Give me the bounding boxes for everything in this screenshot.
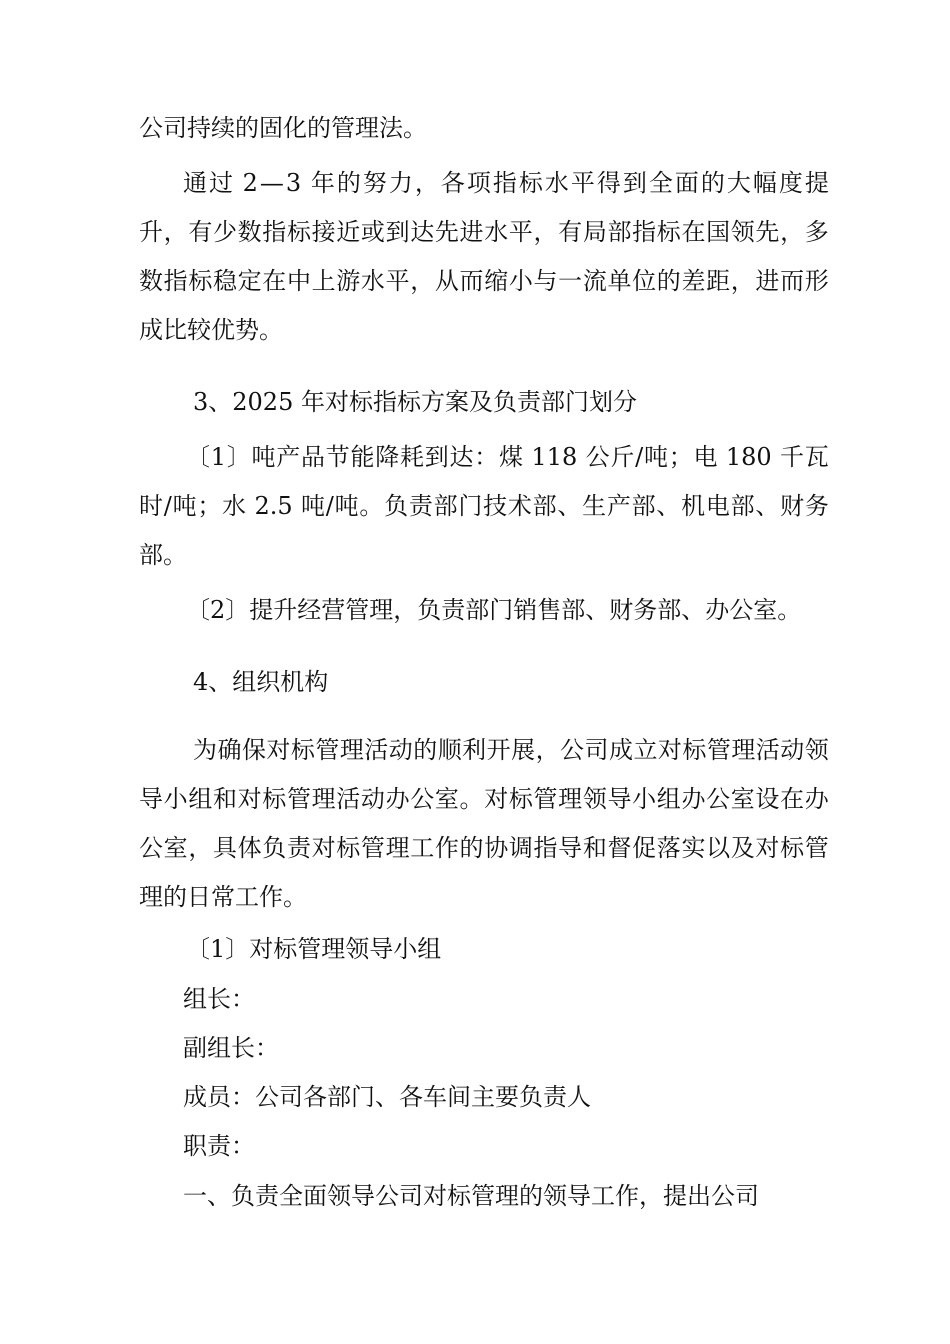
text-glyph: 产 [606,492,631,520]
text-glyph: 促 [632,834,657,862]
text-glyph: 平 [570,169,595,197]
text-glyph: ， [414,169,439,197]
text-glyph: 差 [681,267,706,295]
text-glyph: 努 [362,169,387,197]
text-glyph: 办 [804,785,829,813]
text-glyph: 展 [511,736,536,764]
text-glyph: 的 [336,169,361,197]
text-glyph: 部 [631,492,656,520]
text-glyph: 公 [410,785,435,813]
text-glyph: 到 [424,443,449,471]
text-glyph: 有 [188,218,213,246]
text-glyph: 组 [656,785,681,813]
text-glyph: 负 [384,492,409,520]
text-glyph: 指 [632,218,657,246]
text-glyph: 2 [242,169,258,197]
text-glyph: 负 [262,834,287,862]
text-glyph: 标 [508,785,533,813]
text-glyph: ； [668,443,693,471]
text-glyph: 导 [607,785,632,813]
text-glyph: 协 [484,834,509,862]
text-glyph: 公 [560,736,585,764]
text-glyph: 活 [364,736,389,764]
text-glyph: 。 [459,785,484,813]
text-glyph: 对 [266,736,291,764]
text-glyph: 先 [755,218,780,246]
text-glyph: 吨 [172,492,197,520]
text-glyph: 标 [656,218,681,246]
text-glyph: 幅 [752,169,777,197]
paragraph-org-line-3 [139,832,829,864]
text-glyph: 公 [139,834,163,862]
text-glyph: 多 [804,218,829,246]
text-glyph: 办 [385,785,410,813]
item-1-line-3: 部。 [139,541,187,569]
text-glyph: 距 [706,267,731,295]
text-glyph: 和 [582,834,607,862]
members-line: 成员：公司各部门、各车间主要负责人 [183,1083,591,1111]
text-glyph: 开 [486,736,511,764]
text-glyph: ， [188,834,213,862]
text-glyph: 、 [557,492,582,520]
vice-leader-label: 副组长： [183,1034,279,1062]
text-glyph: 有 [558,218,583,246]
text-glyph: ； [197,492,222,520]
text-glyph: 机 [681,492,706,520]
text-glyph: 到 [622,169,647,197]
text-glyph: 1 [210,443,227,471]
text-glyph: 在 [262,267,287,295]
paragraph-org-line-4: 理的日常工作。 [139,883,307,911]
text-glyph: 具 [212,834,237,862]
text-glyph: 对 [755,834,780,862]
text-glyph: 室 [730,785,755,813]
text-glyph: 水 [360,267,385,295]
text-glyph: 的 [413,736,438,764]
text-glyph: 领 [582,785,607,813]
text-glyph: 保 [241,736,266,764]
text-glyph: 与 [533,267,558,295]
text-glyph: 理 [385,834,410,862]
text-glyph: ， [163,218,188,246]
text-glyph: 而 [780,267,805,295]
text-glyph: 在 [780,785,805,813]
text-glyph: / [635,443,644,471]
text-glyph: 流 [582,267,607,295]
text-glyph: 缩 [484,267,509,295]
paragraph-goal-line-2 [139,216,829,248]
text-glyph: 过 [209,169,241,197]
text-glyph: 少 [212,218,237,246]
text-glyph: ， [535,736,560,764]
text-glyph: 标 [262,785,287,813]
text-glyph: 落 [656,834,681,862]
text-glyph: 小 [632,785,657,813]
text-glyph: 产 [276,443,301,471]
text-glyph: 进 [755,267,780,295]
text-glyph: 稳 [212,267,237,295]
text-glyph: 在 [681,218,706,246]
text-glyph: 到 [385,218,410,246]
paragraph-org-line-1 [193,734,829,766]
text-glyph: 利 [462,736,487,764]
text-glyph: 标 [518,169,543,197]
text-glyph: 活 [755,736,780,764]
text-glyph: 节 [325,443,350,471]
text-glyph: 动 [360,785,385,813]
item-1-line-1 [186,441,829,473]
text-glyph: 管 [706,736,731,764]
text-glyph: 小 [163,785,188,813]
text-glyph: 确 [217,736,242,764]
text-glyph: 近 [336,218,361,246]
text-glyph: ， [410,267,435,295]
text-glyph: 立 [633,736,658,764]
text-glyph: 水 [222,492,254,520]
text-glyph: 督 [607,834,632,862]
text-glyph: 对 [237,785,262,813]
text-glyph: / [325,492,334,520]
text-glyph: 度 [778,169,803,197]
text-glyph: 〔 [186,443,210,471]
text-glyph: 小 [508,267,533,295]
item-1-line-2 [139,490,829,522]
text-glyph: 标 [682,736,707,764]
text-glyph: 180 [725,443,780,471]
text-glyph: 财 [780,492,805,520]
text-glyph: 形 [804,267,829,295]
item-2: 〔2〕提升经营管理，负责部门销售部、财务部、办公室。 [186,596,802,624]
text-glyph: 标 [188,267,213,295]
text-glyph: 的 [459,834,484,862]
text-glyph: 生 [582,492,607,520]
paragraph-intro-end: 公司持续的固化的管理法。 [139,114,427,142]
text-glyph: 管 [533,785,558,813]
text-glyph: 达 [410,218,435,246]
text-glyph: 管 [286,785,311,813]
text-glyph: 顺 [437,736,462,764]
text-glyph: 动 [388,736,413,764]
text-glyph: 。 [359,492,384,520]
text-glyph: 活 [336,785,361,813]
text-glyph: 理 [558,785,583,813]
paragraph-goal-line-3 [139,265,829,297]
text-glyph: 吨 [301,492,326,520]
text-glyph: 的 [656,267,681,295]
text-glyph: 电 [693,443,726,471]
text-glyph: 而 [459,267,484,295]
text-glyph: 118 [531,443,585,471]
text-glyph: 指 [492,169,517,197]
text-glyph: 千 [780,443,805,471]
text-glyph: 对 [657,736,682,764]
text-glyph: 3 [285,169,309,197]
text-glyph: 提 [804,169,829,197]
text-glyph: 的 [700,169,725,197]
text-glyph: 升 [139,218,163,246]
text-glyph: 对 [484,785,509,813]
text-glyph: 年 [310,169,335,197]
text-glyph: 和 [212,785,237,813]
text-glyph: 作 [434,834,459,862]
text-glyph: 及 [730,834,755,862]
text-glyph: 务 [804,492,829,520]
text-glyph: 动 [780,736,805,764]
text-glyph: 指 [262,218,287,246]
text-glyph: 理 [731,736,756,764]
text-glyph: 煤 [499,443,531,471]
text-glyph: 管 [360,834,385,862]
text-glyph: 上 [311,267,336,295]
text-glyph: 斤 [610,443,635,471]
text-glyph: 单 [607,267,632,295]
subheading-leading-group: 〔1〕对标管理领导小组 [186,935,442,963]
text-glyph: 得 [596,169,621,197]
text-glyph: ， [730,267,755,295]
text-glyph: 对 [311,834,336,862]
text-glyph: 品 [301,443,326,471]
text-glyph: 全 [648,169,673,197]
text-glyph: 调 [508,834,533,862]
text-glyph: 局 [582,218,607,246]
text-glyph: 吨 [334,492,359,520]
text-glyph: 标 [336,834,361,862]
text-glyph: 公 [585,443,610,471]
text-glyph: 各 [440,169,465,197]
text-glyph: 管 [315,736,340,764]
text-glyph: 为 [193,736,217,764]
heading-section-3: 3、2025 年对标指标方案及负责部门划分 [193,388,637,416]
text-glyph: 降 [375,443,400,471]
text-glyph: 管 [804,834,829,862]
text-glyph: 室 [434,785,459,813]
text-glyph: 瓦 [804,443,829,471]
text-glyph: 理 [311,785,336,813]
text-glyph: 平 [508,218,533,246]
text-glyph: 2.5 [254,492,301,520]
text-glyph: 进 [459,218,484,246]
heading-section-4: 4、组织机构 [193,668,329,696]
text-glyph: 以 [706,834,731,862]
text-glyph: 数 [237,218,262,246]
text-glyph: 先 [434,218,459,246]
text-glyph: 从 [434,267,459,295]
text-glyph: 领 [730,218,755,246]
paragraph-goal-line-1 [183,167,829,199]
text-glyph: 部 [730,492,755,520]
text-glyph: 导 [558,834,583,862]
text-glyph: 责 [408,492,433,520]
text-glyph: 一 [558,267,583,295]
text-glyph: 水 [544,169,569,197]
text-glyph: 耗 [400,443,425,471]
text-glyph: 办 [681,785,706,813]
text-glyph: 体 [237,834,262,862]
text-glyph: 导 [139,785,163,813]
text-glyph: — [259,169,284,197]
text-glyph: 、 [656,492,681,520]
text-glyph: 面 [674,169,699,197]
text-glyph: 责 [286,834,311,862]
text-glyph: 设 [755,785,780,813]
text-glyph: 能 [350,443,375,471]
text-glyph: 门 [458,492,483,520]
text-glyph: 标 [286,218,311,246]
text-glyph: 吨 [251,443,276,471]
text-glyph: 司 [584,736,609,764]
text-glyph: 组 [188,785,213,813]
paragraph-goal-line-4: 成比较优势。 [139,316,283,344]
text-glyph: 位 [632,267,657,295]
text-glyph: 标 [780,834,805,862]
text-glyph: 领 [804,736,829,764]
text-glyph: 项 [466,169,491,197]
text-glyph: 工 [410,834,435,862]
text-glyph: 部 [433,492,458,520]
paragraph-org-line-2 [139,783,829,815]
text-glyph: 部 [532,492,557,520]
text-glyph: 标 [290,736,315,764]
leader-label: 组长： [183,985,255,1013]
text-glyph: 公 [706,785,731,813]
text-glyph: 力 [388,169,413,197]
text-glyph: 通 [183,169,207,197]
text-glyph: 或 [360,218,385,246]
text-glyph: 指 [163,267,188,295]
text-glyph: 术 [507,492,532,520]
text-glyph: 室 [163,834,188,862]
text-glyph: 游 [336,267,361,295]
text-glyph: 成 [608,736,633,764]
text-glyph: 定 [237,267,262,295]
duties-label: 职责： [183,1132,255,1160]
text-glyph: 平 [385,267,410,295]
text-glyph: 中 [286,267,311,295]
text-glyph: 指 [533,834,558,862]
text-glyph: / [163,492,172,520]
text-glyph: 数 [139,267,163,295]
text-glyph: ： [474,443,499,471]
text-glyph: 、 [755,492,780,520]
text-glyph: 技 [483,492,508,520]
text-glyph: 达 [449,443,474,471]
text-glyph: 〕 [226,443,251,471]
text-glyph: 水 [484,218,509,246]
text-glyph: 电 [705,492,730,520]
text-glyph: 部 [607,218,632,246]
duty-1-line: 一、负责全面领导公司对标管理的领导工作，提出公司 [183,1182,759,1210]
text-glyph: ， [533,218,558,246]
text-glyph: 实 [681,834,706,862]
text-glyph: 接 [311,218,336,246]
text-glyph: 理 [339,736,364,764]
text-glyph: 大 [726,169,751,197]
text-glyph: 时 [139,492,163,520]
text-glyph: ， [780,218,805,246]
text-glyph: 吨 [643,443,668,471]
text-glyph: 国 [706,218,731,246]
